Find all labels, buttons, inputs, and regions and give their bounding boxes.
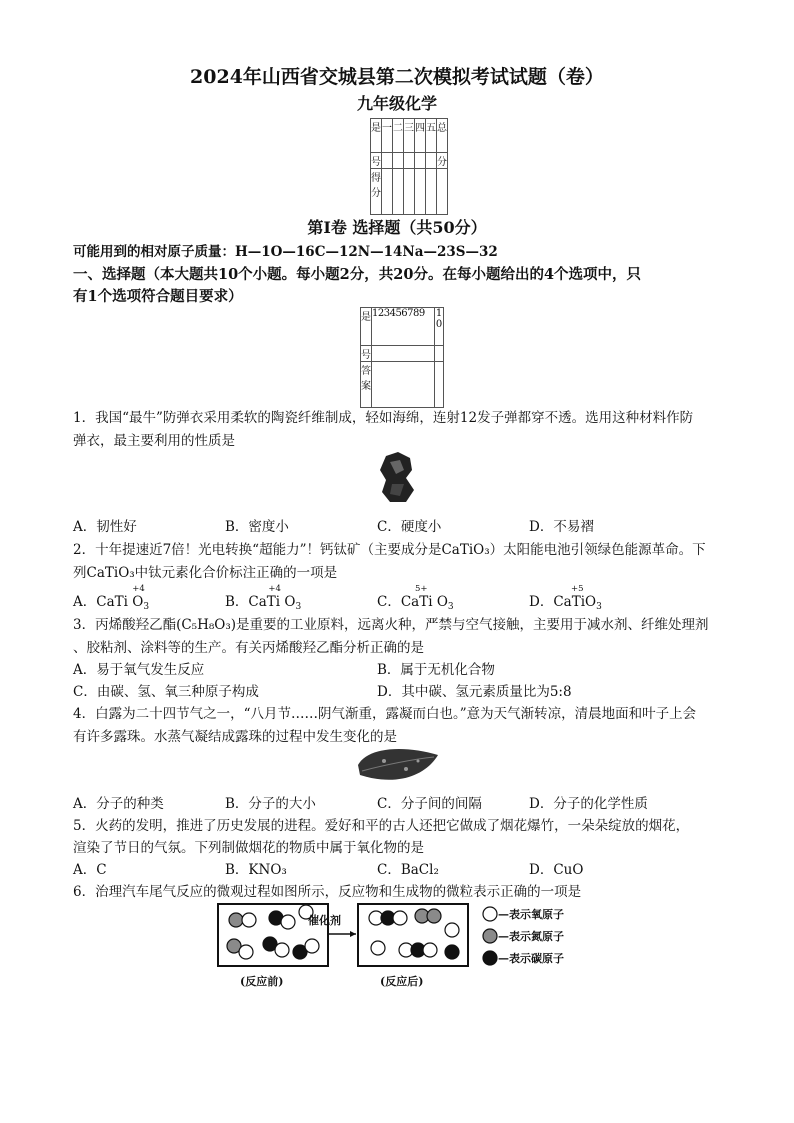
question-2: 2．十年提速近7倍！光电转换“超能力”！钙钛矿（主要成分是CaTiO₃）太阳能电池引领绿色能源革命。下 [73, 542, 706, 558]
question-4-cont: 有许多露珠。水蒸气凝结成露珠的过程中发生变化的是 [73, 729, 397, 745]
q3-option-d: D．其中碳、氢元素质量比为5:8 [377, 684, 572, 700]
question-6: 6．治理汽车尾气反应的微观过程如图所示，反应物和生成物的微粒表示正确的一项是 [73, 884, 582, 900]
q2-option-d: +5 D．CaTiO$_3$ [529, 584, 602, 612]
score-cell: 五 [426, 119, 437, 153]
q3-option-a: A．易于氧气发生反应 [73, 662, 205, 678]
q2-option-c: 5+ C．CaTi $O_3$ [377, 584, 454, 612]
q5-option-d: D．CuO [529, 862, 584, 878]
q5-option-b: B．KNO₃ [225, 862, 287, 878]
question-2-cont: 列CaTiO₃中钛元素化合价标注正确的一项是 [73, 565, 338, 581]
score-cell: 一 [382, 119, 393, 153]
q4-option-d: D．分子的化学性质 [529, 796, 648, 812]
question-1-cont: 弹衣，最主要利用的性质是 [73, 433, 235, 449]
score-cell: 是 [371, 119, 382, 153]
question-4: 4．白露为二十四节气之一，“八月节……阴气渐重，露凝而白也。”意为天气渐转凉，清晨地面和叶子上会 [73, 706, 697, 722]
q3-option-b: B．属于无机化合物 [377, 662, 495, 678]
q1-option-c: C．硬度小 [377, 519, 442, 535]
q1-option-b: B．密度小 [225, 519, 289, 535]
q5-option-a: A．C [73, 862, 107, 878]
catalyst-label: 催化剂 [308, 914, 341, 927]
score-table [370, 118, 448, 215]
legend-oxygen: —表示氧原子 [498, 908, 564, 921]
q4-option-a: A．分子的种类 [73, 796, 164, 812]
part-heading: 第Ⅰ卷 选择题（共50分） [307, 218, 487, 237]
score-cell: 得 分 [371, 169, 382, 215]
before-label: (反应前) [240, 975, 284, 988]
answer-table [360, 307, 444, 408]
exam-subtitle: 九年级化学 [356, 94, 437, 113]
question-5: 5．火药的发明，推进了历史发展的进程。爱好和平的古人还把它做成了烟花爆竹，一朵朵绽放的烟花， [73, 818, 690, 834]
q4-option-b: B．分子的大小 [225, 796, 316, 812]
q1-option-d: D．不易褶 [529, 519, 594, 535]
q2-option-a: A．CaTi +4 $O_3$ [73, 584, 150, 612]
score-cell: 号 [371, 153, 382, 169]
answer-cell: 号 [361, 346, 372, 362]
question-1: 1．我国“最牛”防弹衣采用柔软的陶瓷纤维制成，轻如海绵，连射12发子弹都穿不透。选用这种材料作防 [73, 410, 694, 426]
legend-nitrogen: —表示氮原子 [498, 930, 564, 943]
q2-option-b: B． +4 CaTi $O_3$ [225, 584, 302, 612]
score-cell: 三 [404, 119, 415, 153]
legend-carbon: —表示碳原子 [498, 952, 564, 965]
answer-cell: 答 案 [361, 362, 372, 408]
q3-option-c: C．由碳、氢、氧三种原子构成 [73, 684, 259, 700]
section-heading-cont: 有1个选项符合题目要求） [73, 288, 243, 305]
question-5-cont: 渲染了节日的气氛。下列制做烟花的物质中属于氧化物的是 [73, 840, 424, 856]
score-cell: 四 [415, 119, 426, 153]
q1-option-a: A．韧性好 [73, 519, 137, 535]
answer-numbers: 123456789 [372, 308, 435, 346]
dew-leaf-image [354, 743, 440, 787]
q5-option-c: C．BaCl₂ [377, 862, 439, 878]
exam-title: 2024年山西省交城县第二次模拟考试试题（卷） [190, 66, 604, 88]
q4-option-c: C．分子间的间隔 [377, 796, 482, 812]
after-label: (反应后) [380, 975, 424, 988]
question-3-cont: 、胶粘剂、涂料等的生产。有关丙烯酸羟乙酯分析正确的是 [73, 640, 424, 656]
answer-cell: 1 0 [435, 308, 444, 346]
section-heading: 一、选择题（本大题共10个小题。每小题2分，共20分。在每小题给出的4个选项中，只 [73, 266, 642, 283]
atomic-masses: 可能用到的相对原子质量：H—1O—16C—12N—14Na—23S—32 [73, 244, 498, 260]
answer-cell: 是 [361, 308, 372, 346]
score-cell: 总 [437, 119, 448, 153]
score-cell: 二 [393, 119, 404, 153]
ceramic-fiber-image [376, 450, 420, 504]
score-cell: 分 [437, 153, 448, 169]
question-3: 3．丙烯酸羟乙酯(C₅H₈O₃)是重要的工业原料，远离火种，严禁与空气接触，主要用于减水剂、纤维处理剂 [73, 617, 709, 633]
